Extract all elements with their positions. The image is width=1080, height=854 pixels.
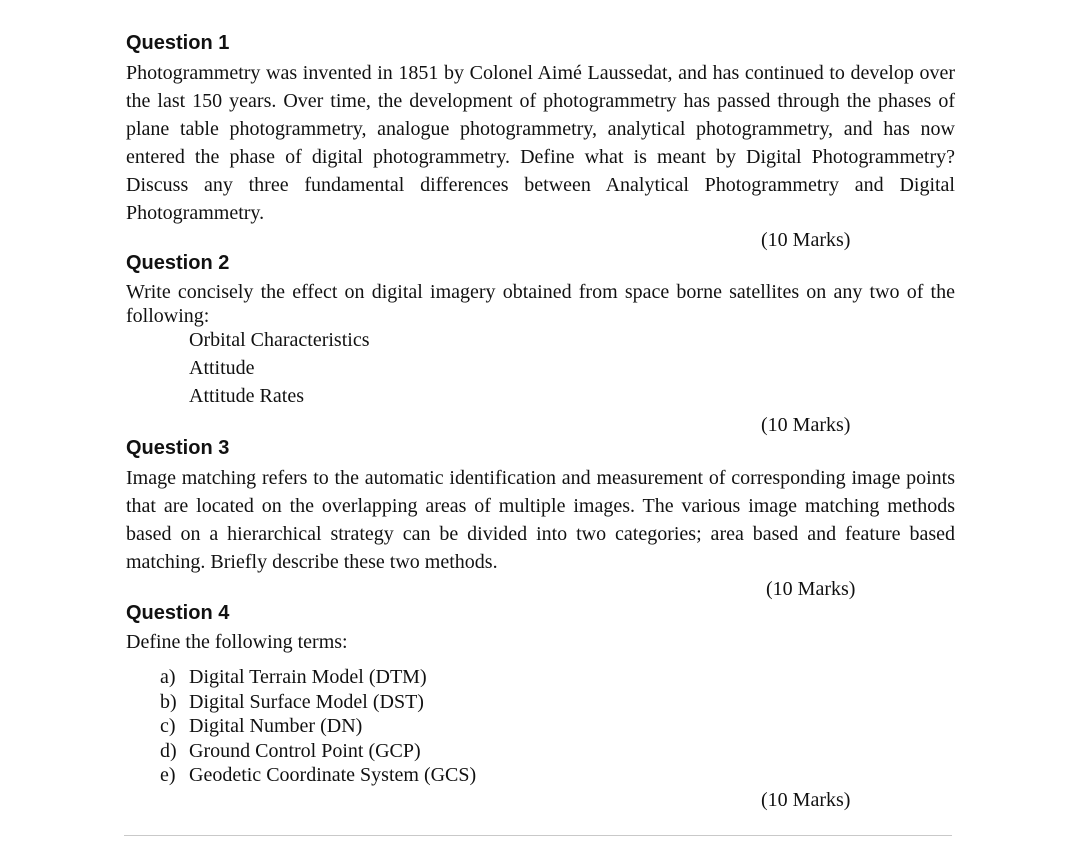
question-1-marks: (10 Marks)	[761, 229, 851, 251]
term-letter: d)	[160, 739, 177, 762]
term-dtm	[160, 665, 476, 690]
question-1-heading: Question 1	[126, 32, 230, 54]
term-letter: a)	[160, 666, 176, 688]
term-dn	[160, 714, 476, 739]
term-gcs	[160, 763, 476, 788]
term-text: Digital Number (DN)	[189, 715, 363, 737]
question-2-heading: Question 2	[126, 252, 230, 274]
question-4-heading: Question 4	[126, 602, 230, 624]
question-3-heading: Question 3	[126, 437, 230, 459]
question-2-body: Write concisely the effect on digital imagery obtained from space borne satellites on any two of the following:	[126, 281, 955, 327]
question-4-body: Define the following terms:	[126, 631, 348, 653]
question-1-body: Photogrammetry was invented in 1851 by Colonel Aimé Laussedat, and has continued to develop over the last 150 years. Over time, the development of photogrammetry has passed through the phases of plane table photogrammetry, analogue photogrammetry, analytical photogrammetry, and has now entered the phase of digital photogrammetry. Define what is meant by Digital Photogrammetry? Discuss any three fundamental differences between Analytical Photogrammetry and Digital Photogrammetry.	[126, 62, 955, 224]
term-dsm	[160, 690, 476, 715]
question-2-marks: (10 Marks)	[761, 414, 851, 436]
term-text: Ground Control Point (GCP)	[189, 739, 421, 762]
term-text: Digital Surface Model (DST)	[189, 690, 424, 713]
term-gcp	[160, 739, 476, 764]
term-letter: c)	[160, 715, 176, 737]
term-text: Geodetic Coordinate System (GCS)	[189, 764, 477, 786]
question-4-terms-list	[160, 665, 476, 788]
question-4-marks: (10 Marks)	[761, 789, 851, 811]
term-letter: b)	[160, 690, 177, 713]
question-3-marks: (10 Marks)	[766, 578, 856, 600]
question-3-body: Image matching refers to the automatic identification and measurement of corresponding image points that are located on the overlapping areas of multiple images. The various image matching methods based on a hierarchical strategy can be divided into two categories; area based and feature based matching. Briefly describe these two methods.	[126, 467, 955, 573]
question-2-option-orbital: Orbital Characteristics	[189, 329, 370, 351]
question-2-option-attitude-rates: Attitude Rates	[189, 385, 304, 407]
page-divider	[124, 835, 952, 836]
question-2-option-attitude: Attitude	[189, 357, 255, 379]
term-text: Digital Terrain Model (DTM)	[189, 666, 427, 688]
term-letter: e)	[160, 764, 176, 786]
